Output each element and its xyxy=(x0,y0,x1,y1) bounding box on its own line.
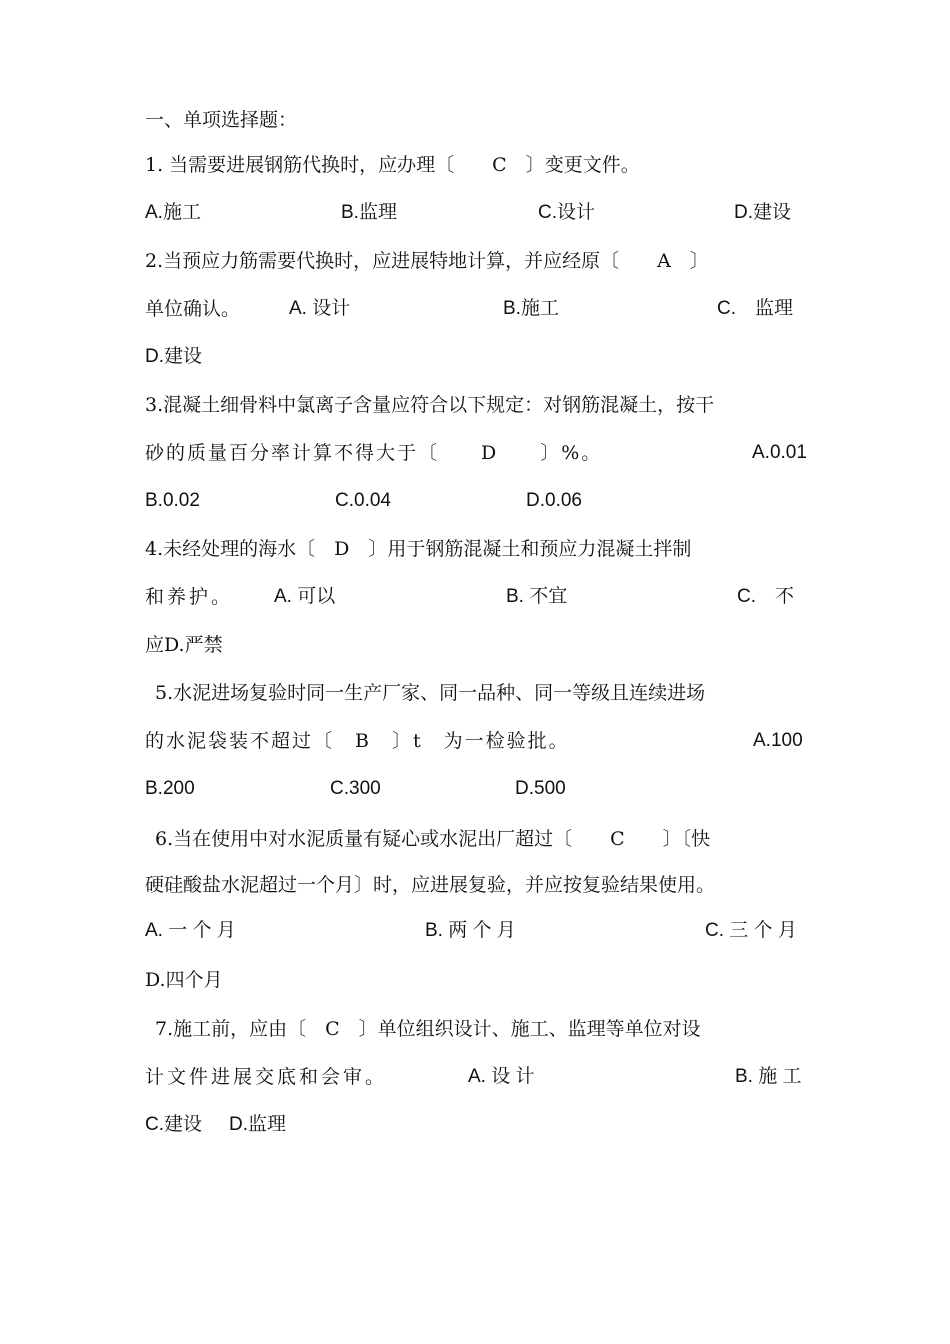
question-5-line-1: 5.水泥进场复验时同一生产厂家、同一品种、同一等级且连续进场 xyxy=(155,682,706,704)
q5-option-d: D.500 xyxy=(515,778,566,799)
q4-option-b: B. 不宜 xyxy=(506,586,568,607)
q4-stem-end: 和养护。 xyxy=(145,586,234,608)
q7-stem-end: 计文件进展交底和会审。 xyxy=(145,1066,388,1088)
q4-option-c: C. 不 xyxy=(737,586,795,607)
q1-option-b: B.监理 xyxy=(341,202,397,223)
q7-option-d: D.监理 xyxy=(229,1114,287,1135)
question-5-options xyxy=(145,774,745,804)
question-7-line-2 xyxy=(145,1062,815,1092)
q6-option-d: D.四个月 xyxy=(145,969,223,991)
question-4-line-1: 4.未经处理的海水〔 D 〕用于钢筋混凝土和预应力混凝土拌制 xyxy=(145,538,692,560)
q7-option-c: C.建设 xyxy=(145,1114,203,1135)
question-4-line-2 xyxy=(145,582,815,612)
q4-option-d: 应D.严禁 xyxy=(145,634,223,656)
q3-stem-end: 砂的质量百分率计算不得大于〔 D 〕%。 xyxy=(145,442,603,464)
q5-option-c: C.300 xyxy=(330,778,381,799)
q2-option-a: A. 设计 xyxy=(289,298,351,319)
q7-option-b: B. 施 工 xyxy=(735,1066,802,1087)
q4-option-a: A. 可以 xyxy=(274,586,336,607)
question-6-options xyxy=(145,916,817,946)
question-7-line-1: 7.施工前，应由〔 C 〕单位组织设计、施工、监理等单位对设 xyxy=(155,1018,701,1040)
question-7-options xyxy=(145,1110,445,1140)
question-2-line-2 xyxy=(145,294,815,324)
q1-option-a: A.施工 xyxy=(145,202,201,223)
question-1-stem: 1. 当需要进展钢筋代换时，应办理〔 C 〕变更文件。 xyxy=(145,154,640,176)
question-1-options xyxy=(145,198,805,228)
q3-option-c: C.0.04 xyxy=(335,490,391,511)
question-2-line-1: 2.当预应力筋需要代换时，应进展特地计算，并应经原〔 A 〕 xyxy=(145,250,709,272)
q2-option-c: C. 监理 xyxy=(717,298,794,319)
q3-option-d: D.0.06 xyxy=(526,490,582,511)
q6-option-c: C. 三 个 月 xyxy=(705,920,797,941)
question-6-line-2: 硬硅酸盐水泥超过一个月〕时，应进展复验，并应按复验结果使用。 xyxy=(145,874,716,896)
q2-option-d: D.建设 xyxy=(145,346,203,367)
q7-option-a: A. 设 计 xyxy=(468,1066,535,1087)
question-5-line-2 xyxy=(145,726,815,756)
q1-option-d: D.建设 xyxy=(734,202,792,223)
q5-option-b: B.200 xyxy=(145,778,195,799)
q6-option-b: B. 两 个 月 xyxy=(425,920,516,941)
q2-stem-end: 单位确认。 xyxy=(145,298,241,320)
section-heading: 一、单项选择题： xyxy=(145,109,298,131)
q3-option-a: A.0.01 xyxy=(752,442,807,463)
q6-option-a: A. 一 个 月 xyxy=(145,920,236,941)
question-6-line-1: 6.当在使用中对水泥质量有疑心或水泥出厂超过〔 C 〕〔快 xyxy=(155,828,711,850)
q2-option-b: B.施工 xyxy=(503,298,559,319)
q1-option-c: C.设计 xyxy=(538,202,596,223)
q5-stem-end: 的水泥袋装不超过〔 B 〕t 为一检验批。 xyxy=(145,730,570,752)
q3-option-b: B.0.02 xyxy=(145,490,200,511)
question-3-options xyxy=(145,486,745,516)
question-3-line-2 xyxy=(145,438,815,468)
q5-option-a: A.100 xyxy=(753,730,803,751)
question-3-line-1: 3.混凝土细骨料中氯离子含量应符合以下规定：对钢筋混凝土，按干 xyxy=(145,394,715,416)
